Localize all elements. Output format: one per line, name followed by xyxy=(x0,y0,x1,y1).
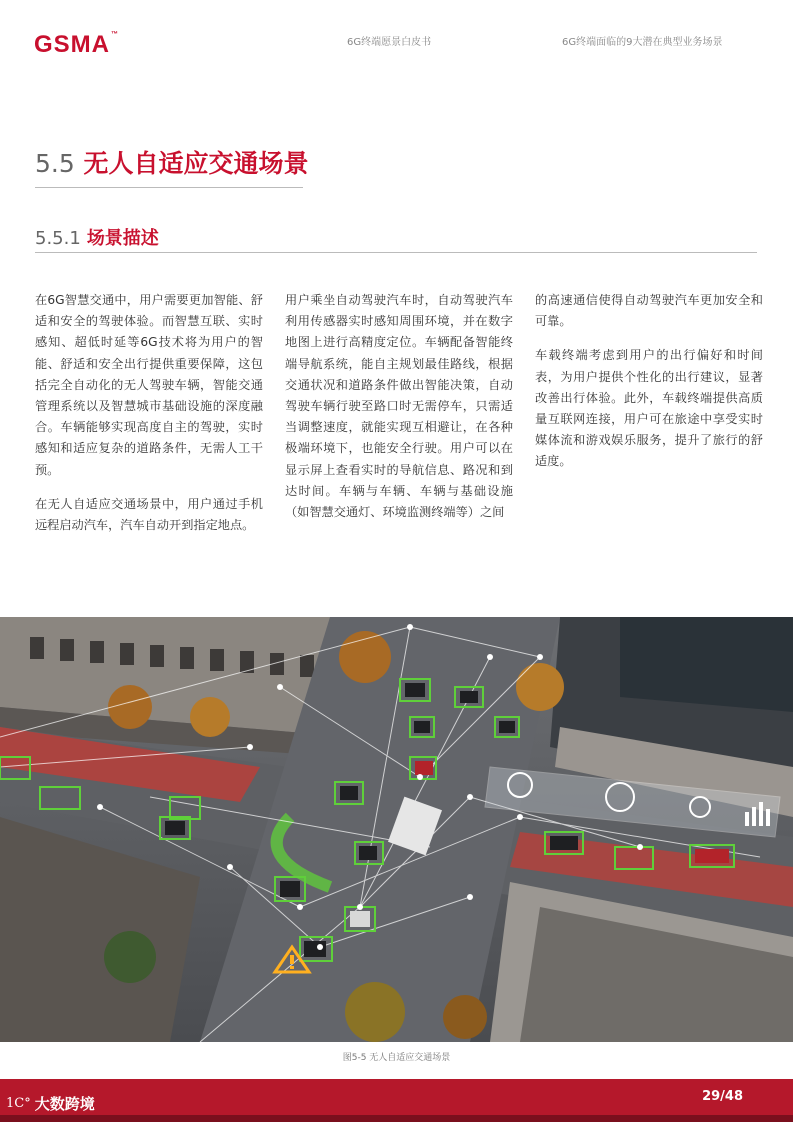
subsection-heading xyxy=(35,224,159,250)
footer-bar xyxy=(0,1079,793,1115)
subsection-divider xyxy=(35,252,757,253)
paragraph-1: 在6G智慧交通中，用户需要更加智能、舒适和安全的驾驶体验。而智慧互联、实时感知、超低时延等6G技术将为用户的智能、舒适和安全出行提供重要保障，这包括完全自动化的无人驾驶车辆，智能交通管理系统以及智慧城市基础设施的深度融合。车辆能够实现高度自主的驾驶，实时感知和适应复杂的道路条件，无需人工干预。 xyxy=(35,293,263,477)
figure-caption: 图5-5 无人自适应交通场景 xyxy=(342,1053,451,1063)
header-doc-title: 6G终端愿景白皮书 xyxy=(347,37,432,48)
watermark xyxy=(6,1093,95,1114)
aerial-intersection-illustration xyxy=(0,617,793,1042)
paragraph-3: 用户乘坐自动驾驶汽车时，自动驾驶汽车利用传感器实时感知周围环境，并在数字地图上进行高精度定位。车辆配备智能终端导航系统，能自主规划最佳路线，根据交通状况和道路条件做出智能决策，自动驾驶车辆行驶至路口时无需停车，只需适当调整速度，就能实现互相避让，在各种极端环境下，也能安全行驶。用户可以在显示屏上查看实时的导航信息、路况和到达时间。车辆与车辆、车辆与基础设施（如智慧交通灯、环境监测终端等）之间 xyxy=(285,293,513,520)
paragraph-2: 在无人自适应交通场景中，用户通过手机远程启动汽车，汽车自动开到指定地点。 xyxy=(35,496,263,533)
subsection-number: 5.5.1 xyxy=(35,228,81,249)
page-number: 29/48 xyxy=(702,1089,743,1104)
paragraph-5: 车载终端考虑到用户的出行偏好和时间表，为用户提供个性化的出行建议，显著改善出行体验。此外，车载终端提供高质量互联网连接，用户可在旅途中享受实时媒体流和游戏娱乐服务，提升了旅行的舒适度。 xyxy=(535,348,763,469)
section-title: 无人自适应交通场景 xyxy=(83,149,309,178)
section-heading xyxy=(35,144,309,180)
gsma-logo: GSMA™ xyxy=(34,31,119,58)
section-number: 5.5 xyxy=(35,149,75,178)
text-column-1 xyxy=(35,290,263,549)
watermark-logo-icon: 1C° xyxy=(6,1096,31,1111)
section-divider xyxy=(35,187,303,188)
header-chapter-title: 6G终端面临的9大潜在典型业务场景 xyxy=(562,37,723,48)
footer-strip xyxy=(0,1115,793,1122)
traffic-scene-figure xyxy=(0,617,793,1042)
text-column-2 xyxy=(285,290,513,536)
subsection-title: 场景描述 xyxy=(86,228,159,249)
paragraph-4: 的高速通信使得自动驾驶汽车更加安全和可靠。 xyxy=(535,293,763,329)
text-column-3 xyxy=(535,290,763,486)
watermark-text: 大数跨境 xyxy=(34,1095,95,1113)
